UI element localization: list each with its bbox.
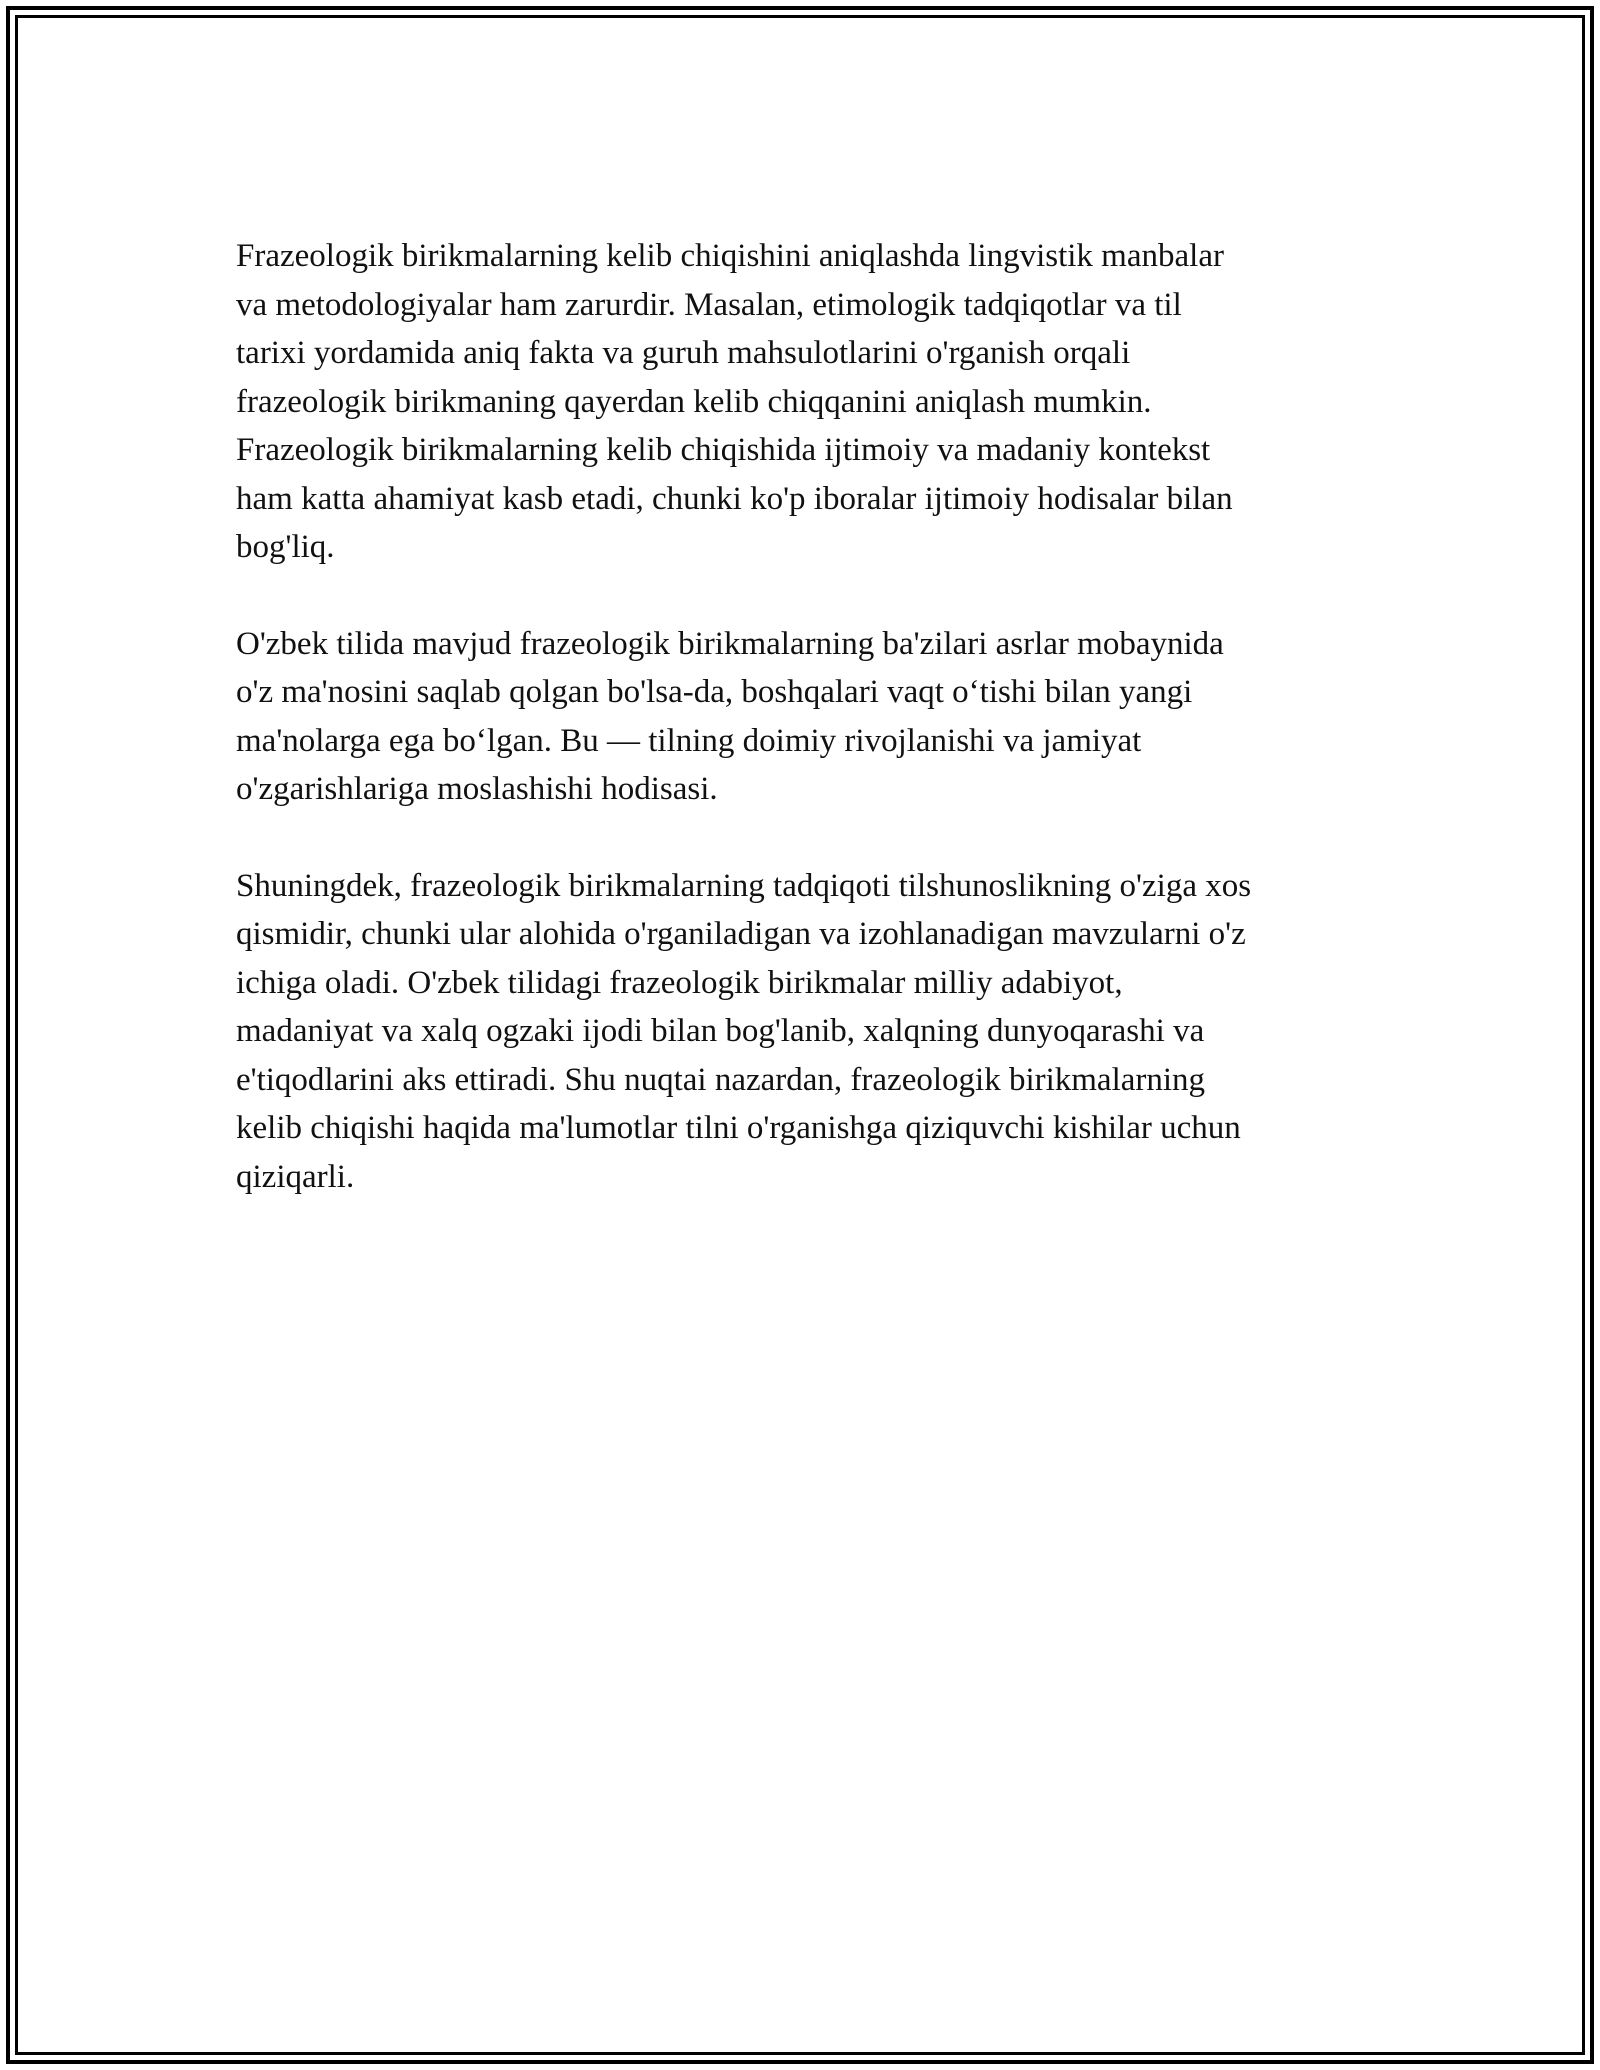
paragraph-1: Frazeologik birikmalarning kelib chiqishini aniqlashda lingvistik manbalar va metodologiyalar ham zarurdir. Masalan, etimologik tadqiqotlar va til tarixi yordamida aniq fakta va guruh mahsulotlarini o'rganish orqali frazeologik birikmaning qayerdan kelib chiqqanini aniqlash mumkin. Frazeologik birikmalarning kelib chiqishida ijtimoiy va madaniy kontekst ham katta ahamiyat kasb etadi, chunki ko'p iboralar ijtimoiy hodisalar bilan bog'liq. [236, 238, 1233, 565]
paragraph-2: O'zbek tilida mavjud frazeologik birikmalarning ba'zilari asrlar mobaynida o'z ma'nosini saqlab qolgan bo'lsa-da, boshqalari vaqt o‘tishi bilan yangi ma'nolarga ega bo‘lgan. Bu — tilning doimiy rivojlanishi va jamiyat o'zgarishlariga moslashishi hodisasi. [236, 625, 1224, 807]
document-body [236, 232, 1376, 1249]
paragraph-3: Shuningdek, frazeologik birikmalarning tadqiqoti tilshunoslikning o'ziga xos qismidir, chunki ular alohida o'rganiladigan va izohlanadigan mavzularni o'z ichiga oladi. O'zbek tilidagi frazeologik birikmalar milliy adabiyot, madaniyat va xalq ogzaki ijodi bilan bog'lanib, xalqning dunyoqarashi va e'tiqodlarini aks ettiradi. Shu nuqtai nazardan, frazeologik birikmalarning kelib chiqishi haqida ma'lumotlar tilni o'rganishga qiziquvchi kishilar uchun qiziqarli. [236, 867, 1252, 1195]
